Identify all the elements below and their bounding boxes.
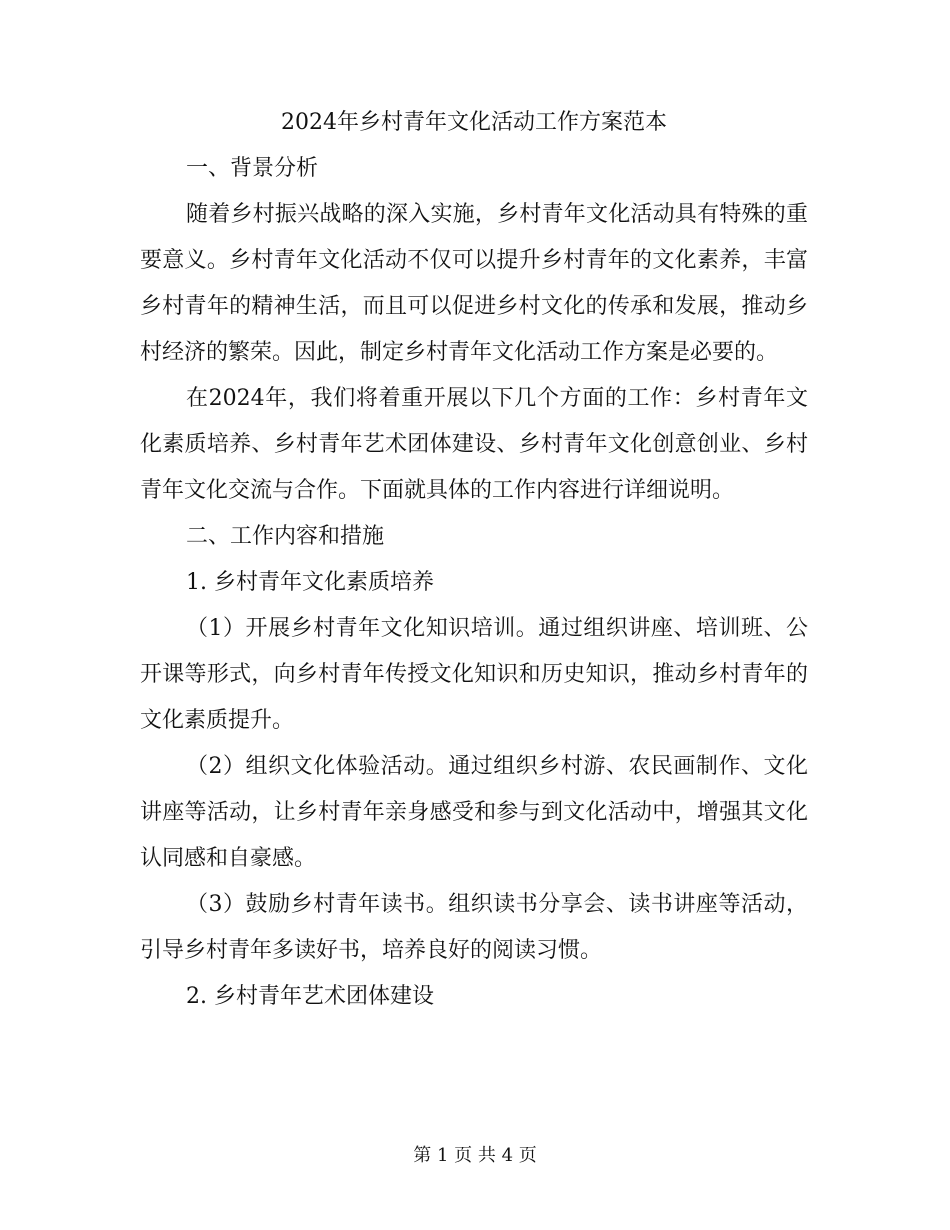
subsection-heading-1: 1. 乡村青年文化素质培养 [186, 570, 434, 595]
section-heading-work-content: 二、工作内容和措施 [186, 524, 385, 549]
document-title: 2024年乡村青年文化活动工作方案范本 [281, 110, 667, 135]
document-body [140, 100, 808, 1020]
paragraph-item-1: （1）开展乡村青年文化知识培训。通过组织讲座、培训班、公开课等形式，向乡村青年传授文化知识和历史知识，推动乡村青年的文化素质提升。 [140, 616, 808, 733]
paragraph-background-2: 在2024年，我们将着重开展以下几个方面的工作：乡村青年文化素质培养、乡村青年艺术团体建设、乡村青年文化创意创业、乡村青年文化交流与合作。下面就具体的工作内容进行详细说明。 [140, 386, 808, 503]
paragraph-item-2: （2）组织文化体验活动。通过组织乡村游、农民画制作、文化讲座等活动，让乡村青年亲身感受和参与到文化活动中，增强其文化认同感和自豪感。 [140, 754, 808, 871]
page-number: 第 1 页 共 4 页 [413, 1145, 537, 1166]
paragraph-item-3: （3）鼓励乡村青年读书。组织读书分享会、读书讲座等活动，引导乡村青年多读好书，培养良好的阅读习惯。 [140, 892, 808, 963]
paragraph-background-1: 随着乡村振兴战略的深入实施，乡村青年文化活动具有特殊的重要意义。乡村青年文化活动不仅可以提升乡村青年的文化素养，丰富乡村青年的精神生活，而且可以促进乡村文化的传承和发展，推动乡村经济的繁荣。因此，制定乡村青年文化活动工作方案是必要的。 [140, 202, 808, 365]
subsection-heading-2: 2. 乡村青年艺术团体建设 [186, 984, 434, 1009]
section-heading-background: 一、背景分析 [186, 156, 319, 181]
